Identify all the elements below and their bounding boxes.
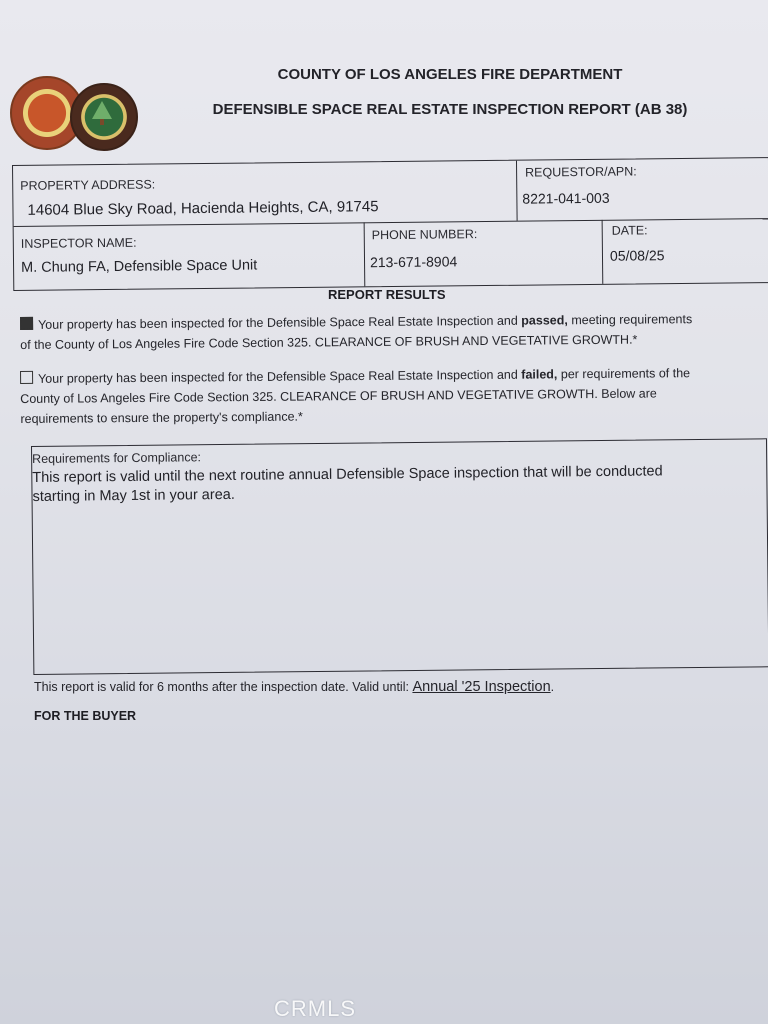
failed-statement: Your property has been inspected for the Defensible Space Real Estate Inspection and failed, per requirements of the County of Los Angeles Fire Code Section 325. CLEARANCE OF BRUSH AND VEGETATIVE GROWTH. Below are requirements to ensure the property's compliance.* <box>20 366 691 426</box>
compliance-text: This report is valid until the next routine annual Defensible Space inspection that will be conducted starting in May 1st in your area. <box>32 463 663 505</box>
inspector-label: INSPECTOR NAME: <box>20 235 137 251</box>
phone-value: 213-671-8904 <box>369 253 458 271</box>
valid-until-value: Annual '25 Inspection <box>412 679 551 695</box>
watermark: CRMLS <box>274 996 357 1021</box>
department-title: COUNTY OF LOS ANGELES FIRE DEPARTMENT <box>277 66 623 83</box>
phone-label: PHONE NUMBER: <box>371 227 478 243</box>
property-address-value: 14604 Blue Sky Road, Hacienda Heights, CA, 91745 <box>27 198 379 219</box>
date-label: DATE: <box>611 223 648 238</box>
requestor-value: 8221-041-003 <box>522 189 610 207</box>
passed-checkbox <box>20 317 33 330</box>
row-divider <box>14 218 768 227</box>
col-divider <box>364 222 366 286</box>
compliance-box <box>31 438 768 675</box>
property-address-label: PROPERTY ADDRESS: <box>20 177 156 193</box>
requestor-label: REQUESTOR/APN: <box>525 164 637 180</box>
validity-line: This report is valid for 6 months after the inspection date. Valid until: Annual '25 Inspection. <box>34 679 555 695</box>
col-divider <box>602 220 604 284</box>
passed-statement: Your property has been inspected for the Defensible Space Real Estate Inspection and passed, meeting requirements of the County of Los Angeles Fire Code Section 325. CLEARANCE OF BRUSH AND VEGETATIVE GROWTH.* <box>20 312 693 352</box>
failed-checkbox <box>20 371 33 384</box>
inspector-value: M. Chung FA, Defensible Space Unit <box>20 257 258 276</box>
form-table <box>12 157 768 291</box>
compliance-label: Requirements for Compliance: <box>32 450 202 466</box>
col-divider <box>516 161 518 221</box>
date-value: 05/08/25 <box>609 247 665 264</box>
for-the-buyer: FOR THE BUYER <box>34 709 137 723</box>
report-results-title: REPORT RESULTS <box>328 287 446 302</box>
report-title: DEFENSIBLE SPACE REAL ESTATE INSPECTION REPORT (AB 38) <box>212 101 688 118</box>
